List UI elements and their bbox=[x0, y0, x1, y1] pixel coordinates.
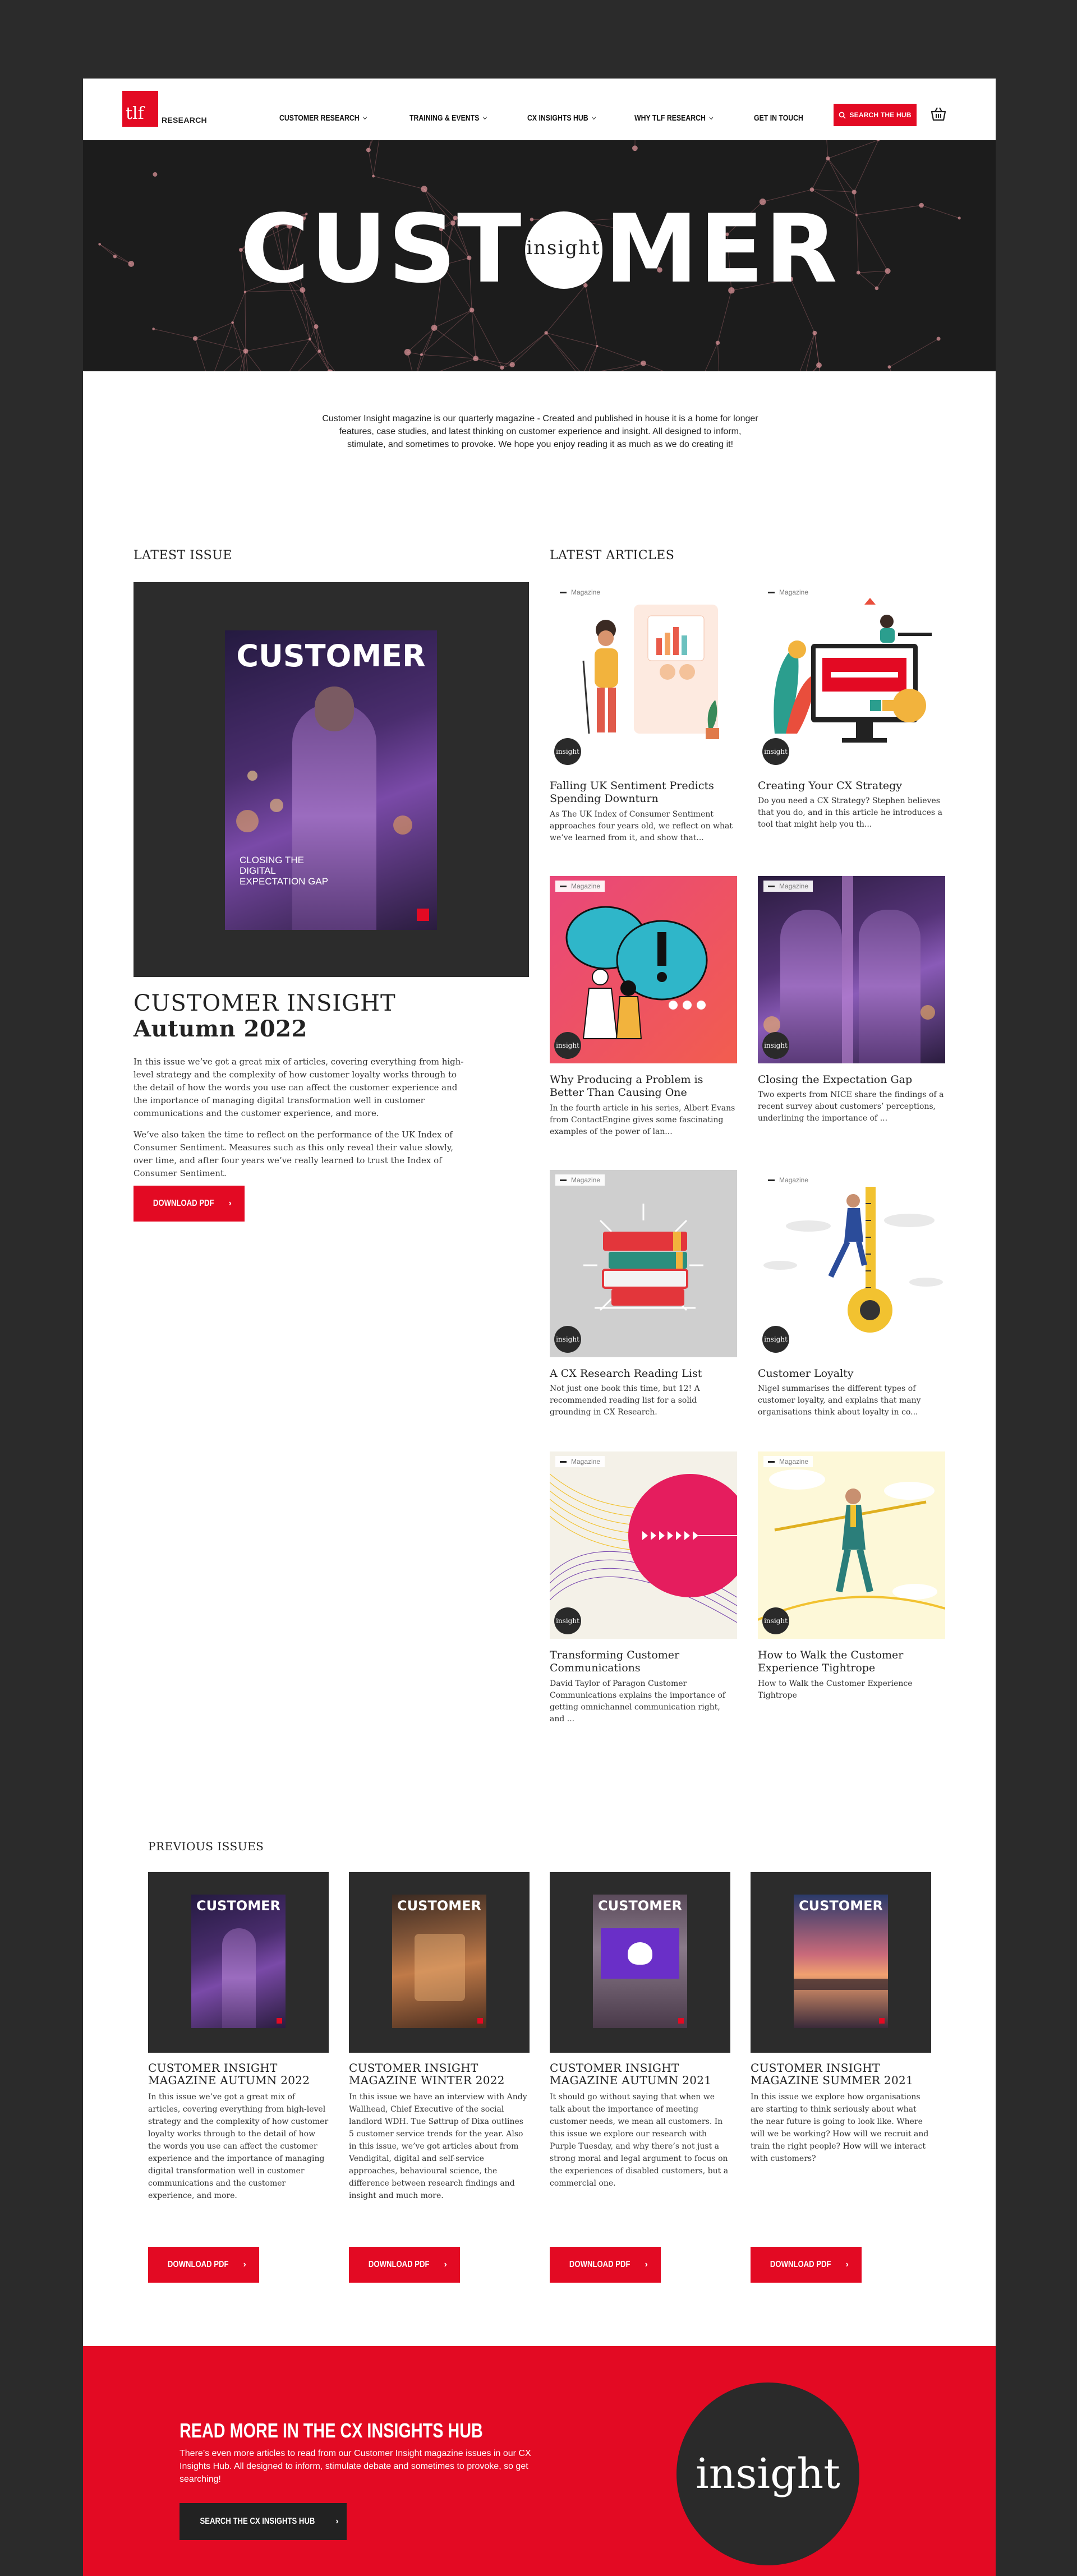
latest-issue-para2: We’ve also taken the time to reflect on the performance of the UK Index of Consumer Sentiment. Measures such as this only reveal their value slowly, over time, and after four years we’ve really learned to trust the Index of Consumer Sentiment. bbox=[134, 1130, 453, 1178]
previous-issue-title: CUSTOMER INSIGHT MAGAZINE SUMMER 2021 bbox=[751, 2061, 914, 2087]
previous-issue-title: CUSTOMER INSIGHT MAGAZINE AUTUMN 2022 bbox=[148, 2061, 310, 2087]
insight-badge: insight bbox=[554, 1607, 581, 1634]
chevron-right-icon: › bbox=[335, 2517, 339, 2526]
article-tag bbox=[555, 881, 605, 892]
download-label: DOWNLOAD PDF bbox=[369, 2260, 430, 2269]
nav-cx-insights-hub[interactable] bbox=[527, 113, 596, 123]
insight-badge: insight bbox=[762, 1032, 789, 1059]
article-title[interactable]: Closing the Expectation Gap bbox=[758, 1073, 913, 1086]
search-hub-label: SEARCH THE HUB bbox=[849, 111, 912, 119]
article-excerpt: Two experts from NICE share the findings of a recent survey about customers’ perceptions, underlining the importance of ... bbox=[758, 1090, 944, 1123]
previous-issue-desc: In this issue we’ve got a great mix of articles, covering everything from high-level strategy and the complexity of how customer loyalty works through to the detail of how the words you use can affect the customer experience and the importance of managing digital transformation well in customer communications and the customer experience, and more. bbox=[148, 2093, 329, 2200]
previous-issue-download-button[interactable] bbox=[349, 2247, 460, 2283]
article-excerpt: David Taylor of Paragon Customer Communications explains the importance of getting omnichannel communication right, and ... bbox=[550, 1679, 726, 1724]
article-excerpt: As The UK Index of Consumer Sentiment approaches four years old, we reflect on what we’ve learned from it, and show that... bbox=[550, 810, 733, 842]
hero-o-label: insight bbox=[526, 237, 601, 260]
chevron-right-icon: › bbox=[645, 2260, 648, 2269]
chevron-down-icon: ⌵ bbox=[709, 114, 714, 121]
tag-label: Magazine bbox=[571, 882, 601, 890]
cta-text: There’s even more articles to read from our Customer Insight magazine issues in our CX Insights Hub. All designed to inform, stimulate debate and sometimes to provoke, so get searching! bbox=[180, 2449, 531, 2484]
article-title[interactable]: Customer Loyalty bbox=[758, 1367, 854, 1380]
tag-label: Magazine bbox=[779, 882, 809, 890]
download-label: DOWNLOAD PDF bbox=[168, 2260, 229, 2269]
latest-articles-heading: LATEST ARTICLES bbox=[550, 549, 675, 563]
previous-issue-cover bbox=[593, 1895, 687, 2028]
cx-hub-cta bbox=[83, 2346, 996, 2576]
article-thumbnail[interactable] bbox=[550, 876, 737, 1063]
nav-label: WHY TLF RESEARCH bbox=[634, 113, 706, 123]
article-tag bbox=[555, 1174, 605, 1186]
article-thumbnail[interactable] bbox=[758, 1451, 945, 1639]
logo-mark: tlf bbox=[122, 91, 158, 127]
latest-issue-para1: In this issue we’ve got a great mix of articles, covering everything from high-level strategy and the complexity of how customer loyalty works through to the detail of how the words you use can affect the customer experience and the importance of managing digital transformation well in customer communications and the customer experience, and more. bbox=[134, 1057, 464, 1118]
previous-issue-title: CUSTOMER INSIGHT MAGAZINE WINTER 2022 bbox=[349, 2061, 505, 2087]
chevron-down-icon: ⌵ bbox=[483, 114, 487, 121]
cover-title: CUSTOMER bbox=[196, 1898, 280, 1914]
article-thumbnail[interactable] bbox=[758, 1170, 945, 1357]
basket-icon[interactable] bbox=[930, 107, 947, 122]
insight-badge: insight bbox=[762, 1326, 789, 1353]
search-icon bbox=[839, 112, 846, 119]
article-tag bbox=[555, 1456, 605, 1467]
search-hub-button[interactable] bbox=[834, 104, 917, 126]
latest-issue-cover bbox=[225, 630, 437, 930]
article-excerpt: Do you need a CX Strategy? Stephen believes that you do, and in this article he introduces a tool that might help you th... bbox=[758, 796, 942, 829]
cover-title: CUSTOMER bbox=[236, 638, 426, 674]
latest-issue-download-button[interactable] bbox=[134, 1186, 245, 1222]
tag-label: Magazine bbox=[779, 1176, 809, 1184]
hero-banner bbox=[83, 140, 996, 371]
article-tag bbox=[763, 1174, 813, 1186]
cover-title: CUSTOMER bbox=[598, 1898, 682, 1914]
previous-issue-cover-box[interactable] bbox=[349, 1872, 530, 2053]
previous-issue-download-button[interactable] bbox=[751, 2247, 862, 2283]
article-tag bbox=[763, 587, 813, 598]
site-logo[interactable] bbox=[122, 91, 207, 127]
previous-issue-cover-box[interactable] bbox=[751, 1872, 931, 2053]
cover-headline: CLOSING THE DIGITAL EXPECTATION GAP bbox=[240, 855, 329, 887]
page bbox=[83, 79, 996, 2576]
chevron-down-icon: ⌵ bbox=[592, 114, 596, 121]
insight-badge: insight bbox=[554, 738, 581, 765]
hero-title-left: CUST bbox=[240, 194, 523, 304]
insight-badge: insight bbox=[762, 1607, 789, 1634]
nav-label: GET IN TOUCH bbox=[754, 113, 804, 123]
hero-title-o bbox=[525, 211, 602, 289]
article-title[interactable]: How to Walk the Customer Experience Tightrope bbox=[758, 1649, 904, 1674]
article-tag bbox=[763, 881, 813, 892]
chevron-down-icon: ⌵ bbox=[363, 114, 367, 121]
article-thumbnail[interactable] bbox=[550, 582, 737, 769]
site-header bbox=[83, 79, 996, 140]
previous-issue-cover-box[interactable] bbox=[550, 1872, 730, 2053]
nav-get-in-touch[interactable] bbox=[754, 113, 803, 123]
previous-issue-cover bbox=[794, 1895, 888, 2028]
article-excerpt: How to Walk the Customer Experience Tightrope bbox=[758, 1679, 913, 1700]
latest-issue-cover-box[interactable] bbox=[134, 582, 529, 977]
insight-badge: insight bbox=[762, 738, 789, 765]
article-thumbnail[interactable] bbox=[758, 582, 945, 769]
article-excerpt: Nigel summarises the different types of customer loyalty, and explains that many organisations think about loyalty in co... bbox=[758, 1384, 921, 1417]
hero-title bbox=[83, 194, 996, 304]
article-tag bbox=[555, 587, 605, 598]
nav-label: TRAINING & EVENTS bbox=[409, 113, 480, 123]
previous-issue-cover bbox=[191, 1895, 286, 2028]
cta-heading: READ MORE IN THE CX INSIGHTS HUB bbox=[180, 2419, 483, 2442]
main-nav bbox=[279, 113, 837, 123]
previous-issue-desc: It should go without saying that when we talk about the importance of meeting customer needs, we mean all customers. In this issue we explore our research with Purple Tuesday, and why there’s not just a strong moral and legal argument to focus on the experiences of disabled customers, but a commercial one. bbox=[550, 2093, 729, 2188]
nav-customer-research[interactable] bbox=[279, 113, 367, 123]
tag-label: Magazine bbox=[571, 1176, 601, 1184]
chevron-right-icon: › bbox=[845, 2260, 849, 2269]
previous-issue-title: CUSTOMER INSIGHT MAGAZINE AUTUMN 2021 bbox=[550, 2061, 712, 2087]
previous-issues-heading: PREVIOUS ISSUES bbox=[148, 1840, 264, 1853]
nav-training-events[interactable] bbox=[409, 113, 487, 123]
previous-issue-cover-box[interactable] bbox=[148, 1872, 329, 2053]
nav-label: CX INSIGHTS HUB bbox=[527, 113, 588, 123]
tag-label: Magazine bbox=[779, 1458, 809, 1466]
cover-title: CUSTOMER bbox=[397, 1898, 481, 1914]
insight-badge: insight bbox=[554, 1326, 581, 1353]
chevron-right-icon: › bbox=[243, 2260, 246, 2269]
previous-issue-desc: In this issue we have an interview with Andy Wallhead, Chief Executive of the social landlord WDH. Tue Søttrup of Dixa outlines 5 customer service trends for the year. Also in this issue, we’ve got articles about from Vendigital, digital and self-service approaches, behavioural science, the difference between research findings and insight and much more. bbox=[349, 2093, 527, 2200]
article-excerpt: Not just one book this time, but 12! A recommended reading list for a solid grounding in CX Research. bbox=[550, 1384, 700, 1417]
previous-issue-download-button[interactable] bbox=[550, 2247, 661, 2283]
article-title[interactable]: Why Producing a Problem is Better Than Causing One bbox=[550, 1073, 703, 1099]
search-cx-hub-label: SEARCH THE CX INSIGHTS HUB bbox=[200, 2517, 315, 2526]
chevron-right-icon: › bbox=[228, 1199, 232, 1208]
download-label: DOWNLOAD PDF bbox=[770, 2260, 831, 2269]
latest-issue-heading: LATEST ISSUE bbox=[134, 549, 232, 563]
article-thumbnail[interactable] bbox=[550, 1170, 737, 1357]
intro-text: Customer Insight magazine is our quarterly magazine - Created and published in house it is a home for longer features, case studies, and latest thinking on customer experience and insight. All designed to inform, stimulate, and sometimes to provoke. We hope you enjoy reading it as much as we do creating it! bbox=[322, 414, 758, 449]
hero-title-right: MER bbox=[604, 194, 839, 304]
article-title[interactable]: Falling UK Sentiment Predicts Spending Downturn bbox=[550, 780, 714, 805]
search-cx-hub-button[interactable] bbox=[180, 2503, 347, 2540]
nav-label: CUSTOMER RESEARCH bbox=[279, 113, 360, 123]
article-title[interactable]: Creating Your CX Strategy bbox=[758, 780, 902, 792]
tag-label: Magazine bbox=[779, 588, 809, 596]
tag-label: Magazine bbox=[571, 588, 601, 596]
tag-label: Magazine bbox=[571, 1458, 601, 1466]
download-label: DOWNLOAD PDF bbox=[153, 1199, 214, 1208]
previous-issue-cover bbox=[392, 1895, 486, 2028]
article-title[interactable]: A CX Research Reading List bbox=[550, 1367, 702, 1380]
cover-title: CUSTOMER bbox=[799, 1898, 883, 1914]
article-thumbnail[interactable] bbox=[758, 876, 945, 1063]
previous-issue-desc: In this issue we explore how organisations are starting to think seriously about what the near future is going to look like. Where will we be working? How will we recruit and train the right people? How will we interact with customers? bbox=[751, 2093, 929, 2163]
previous-issue-download-button[interactable] bbox=[148, 2247, 259, 2283]
nav-why-tlf-research[interactable] bbox=[634, 113, 713, 123]
logo-text: RESEARCH bbox=[162, 116, 207, 125]
chevron-right-icon: › bbox=[444, 2260, 447, 2269]
insight-logo-circle: insight bbox=[676, 2383, 859, 2565]
article-excerpt: In the fourth article in his series, Albert Evans from ContactEngine gives some fascinating examples of the power of lan... bbox=[550, 1104, 735, 1136]
latest-issue-title-line2: Autumn 2022 bbox=[134, 1016, 307, 1042]
article-tag bbox=[763, 1456, 813, 1467]
article-thumbnail[interactable] bbox=[550, 1451, 737, 1639]
download-label: DOWNLOAD PDF bbox=[569, 2260, 630, 2269]
latest-issue-title-line1: CUSTOMER INSIGHT bbox=[134, 990, 396, 1016]
insight-badge: insight bbox=[554, 1032, 581, 1059]
latest-issue-title bbox=[134, 990, 396, 1042]
article-title[interactable]: Transforming Customer Communications bbox=[550, 1649, 680, 1674]
